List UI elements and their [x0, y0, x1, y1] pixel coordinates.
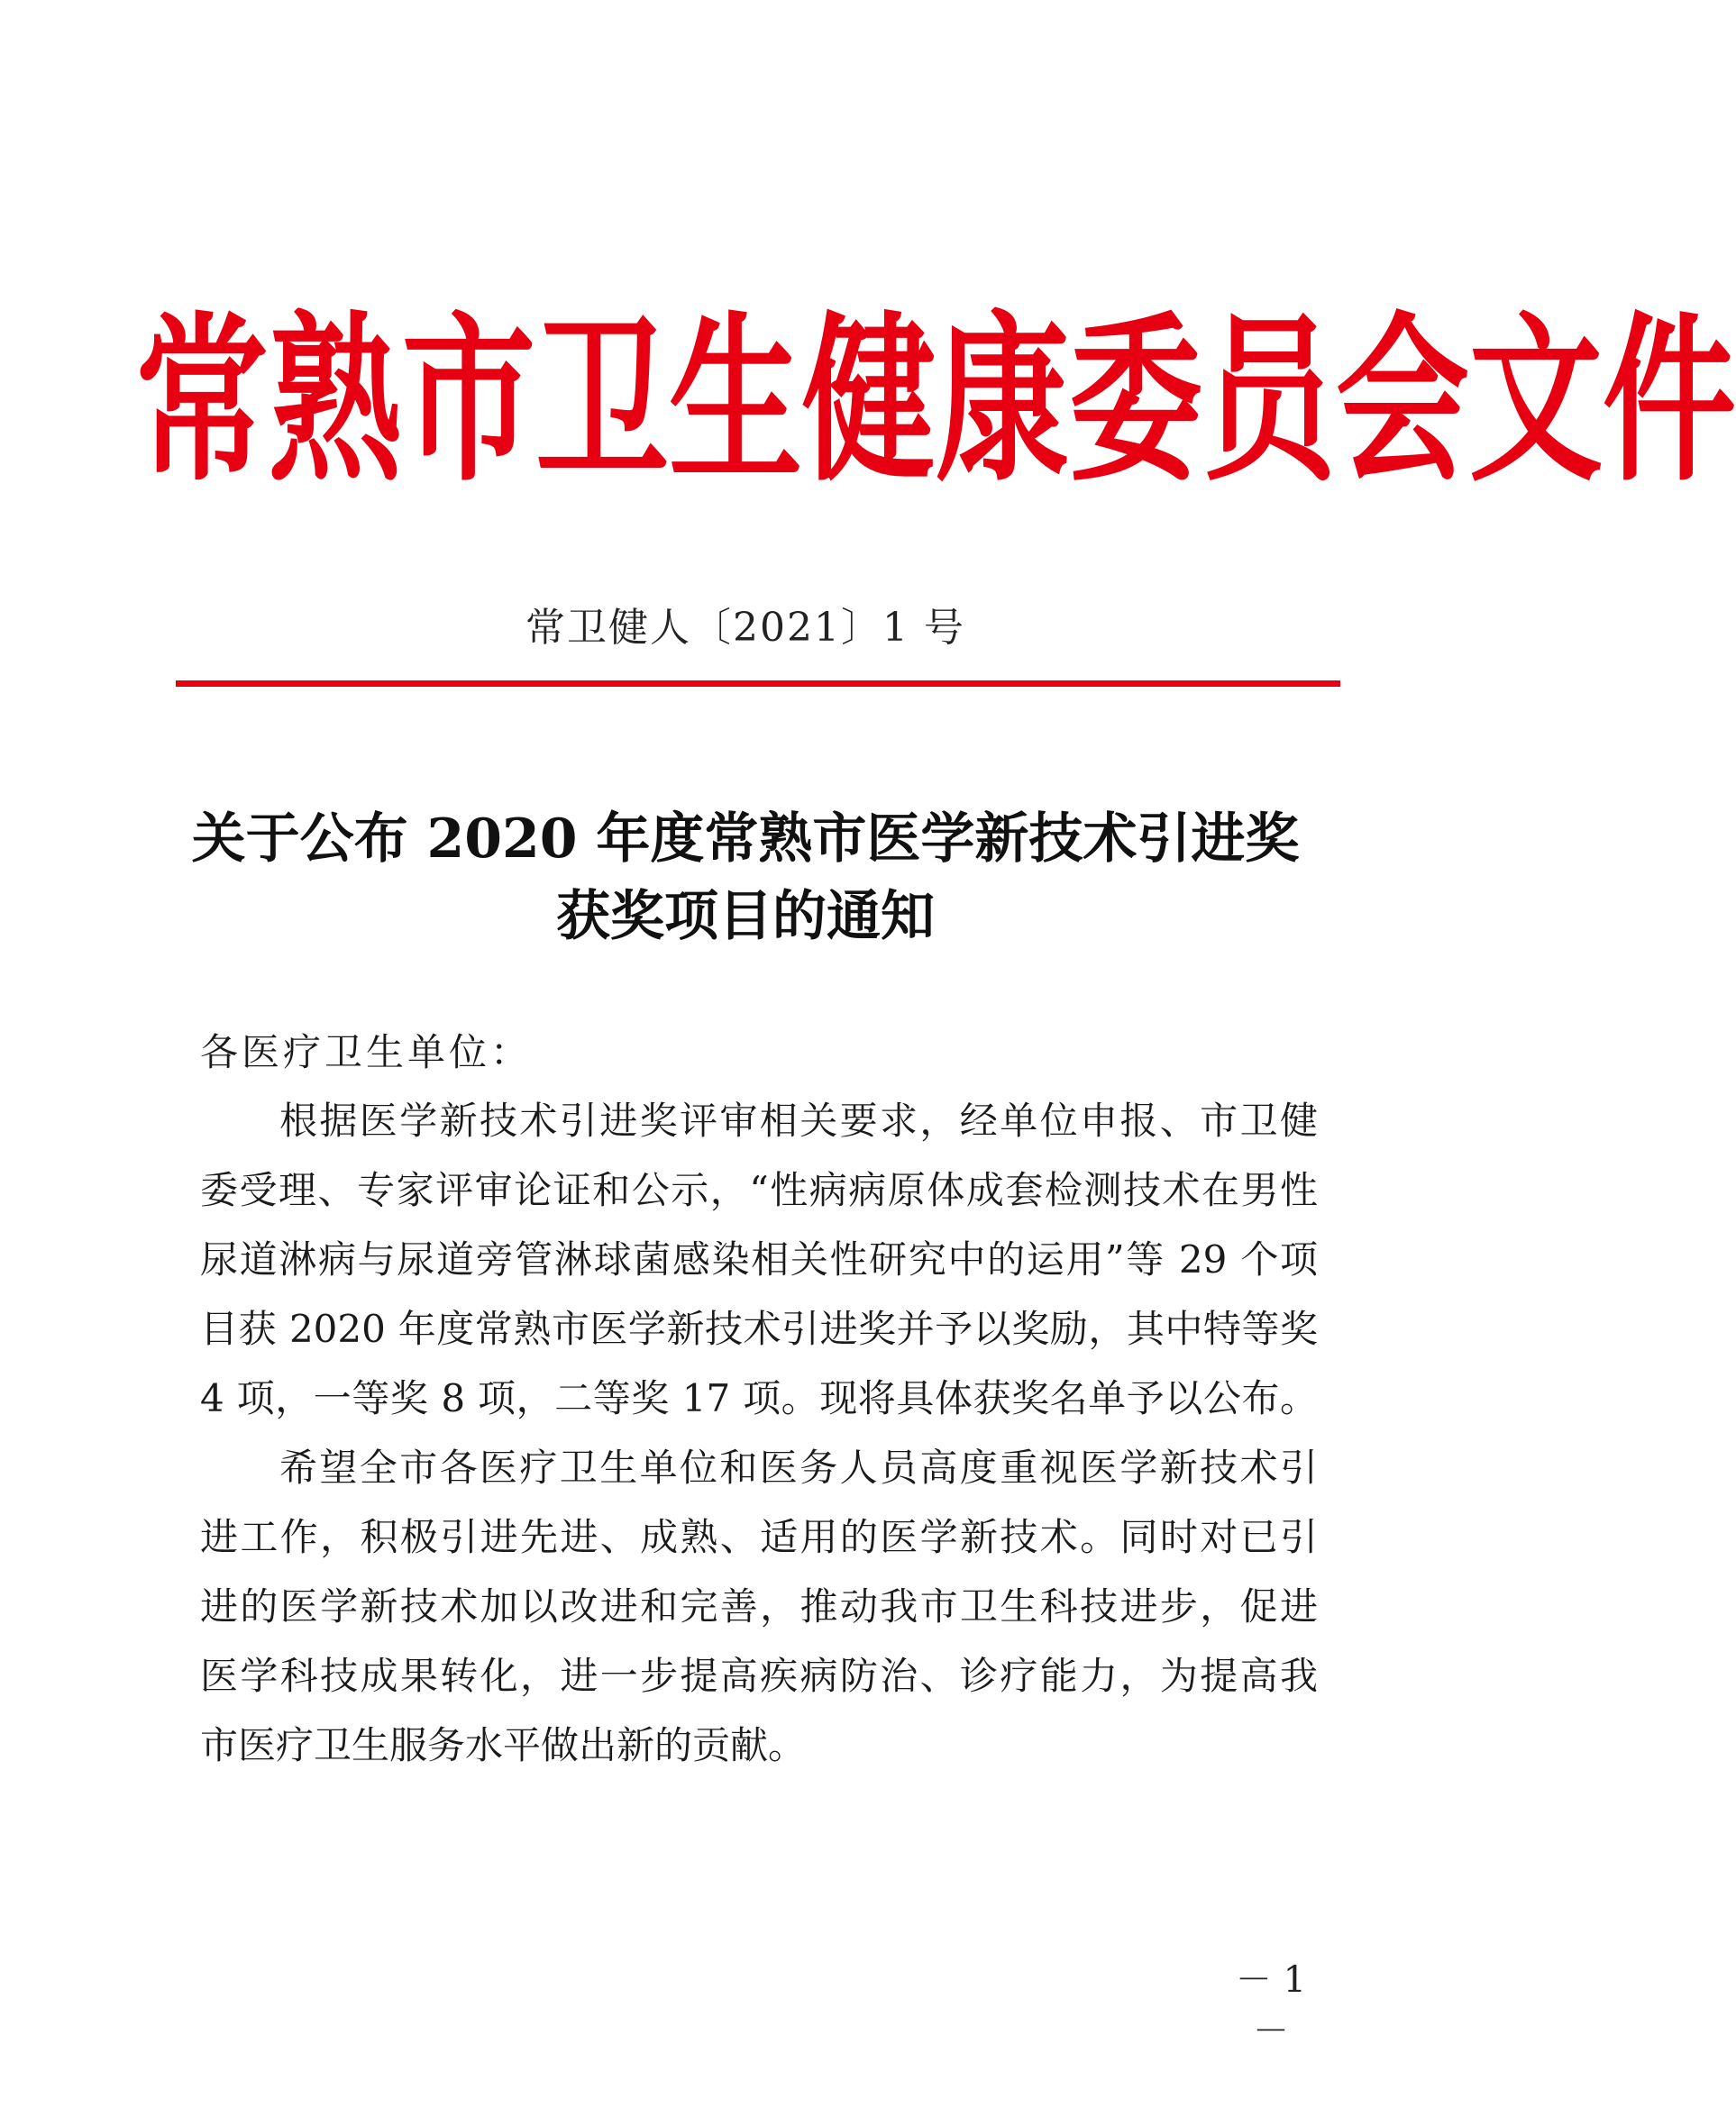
page-number: － 1 －	[1235, 1959, 1307, 2052]
paragraph-2-line: 希望全市各医疗卫生单位和医务人员高度重视医学新技术引	[279, 1446, 1318, 1490]
header-char: 卫	[535, 296, 669, 506]
paragraph-2-line: 医学科技成果转化，进一步提高疾病防治、诊疗能力，为提高我	[200, 1654, 1318, 1698]
notice-title-line-1: 关于公布 2020 年度常熟市医学新技术引进奖	[191, 808, 1300, 871]
notice-title-line-2: 获奖项目的通知	[556, 885, 935, 948]
paragraph-2-line: 进工作，积极引进先进、成熟、适用的医学新技术。同时对已引	[200, 1515, 1318, 1559]
header-char: 市	[402, 296, 535, 506]
header-char: 康	[936, 296, 1069, 506]
header-char: 健	[802, 296, 936, 506]
header-char: 会	[1336, 296, 1469, 506]
document-header-title	[135, 296, 1736, 506]
header-char: 件	[1603, 296, 1736, 506]
paragraph-2-line: 市医疗卫生服务水平做出新的贡献。	[200, 1723, 807, 1767]
paragraph-2-line: 进的医学新技术加以改进和完善，推动我市卫生科技进步，促进	[200, 1584, 1318, 1629]
salutation: 各医疗卫生单位：	[200, 1030, 533, 1074]
header-char: 委	[1069, 296, 1202, 506]
paragraph-1-line: 4 项，一等奖 8 项，二等奖 17 项。现将具体获奖名单予以公布。	[200, 1376, 1318, 1420]
notice-body	[200, 1086, 1318, 1780]
paragraph-1-line: 目获 2020 年度常熟市医学新技术引进奖并予以奖励，其中特等奖	[200, 1307, 1318, 1351]
header-char: 员	[1202, 296, 1336, 506]
notice-title	[135, 800, 1356, 955]
header-char: 生	[669, 296, 802, 506]
header-char: 熟	[269, 296, 402, 506]
paragraph-1-line: 尿道淋病与尿道旁管淋球菌感染相关性研究中的运用”等 29 个项	[200, 1237, 1318, 1282]
document-number: 常卫健人〔2021〕1 号	[525, 605, 965, 651]
header-char: 常	[135, 296, 269, 506]
paragraph-1-line: 根据医学新技术引进奖评审相关要求，经单位申报、市卫健	[279, 1099, 1318, 1143]
header-char: 文	[1469, 296, 1603, 506]
paragraph-1-line: 委受理、专家评审论证和公示，“性病病原体成套检测技术在男性	[200, 1168, 1318, 1212]
red-divider-line	[176, 680, 1340, 687]
